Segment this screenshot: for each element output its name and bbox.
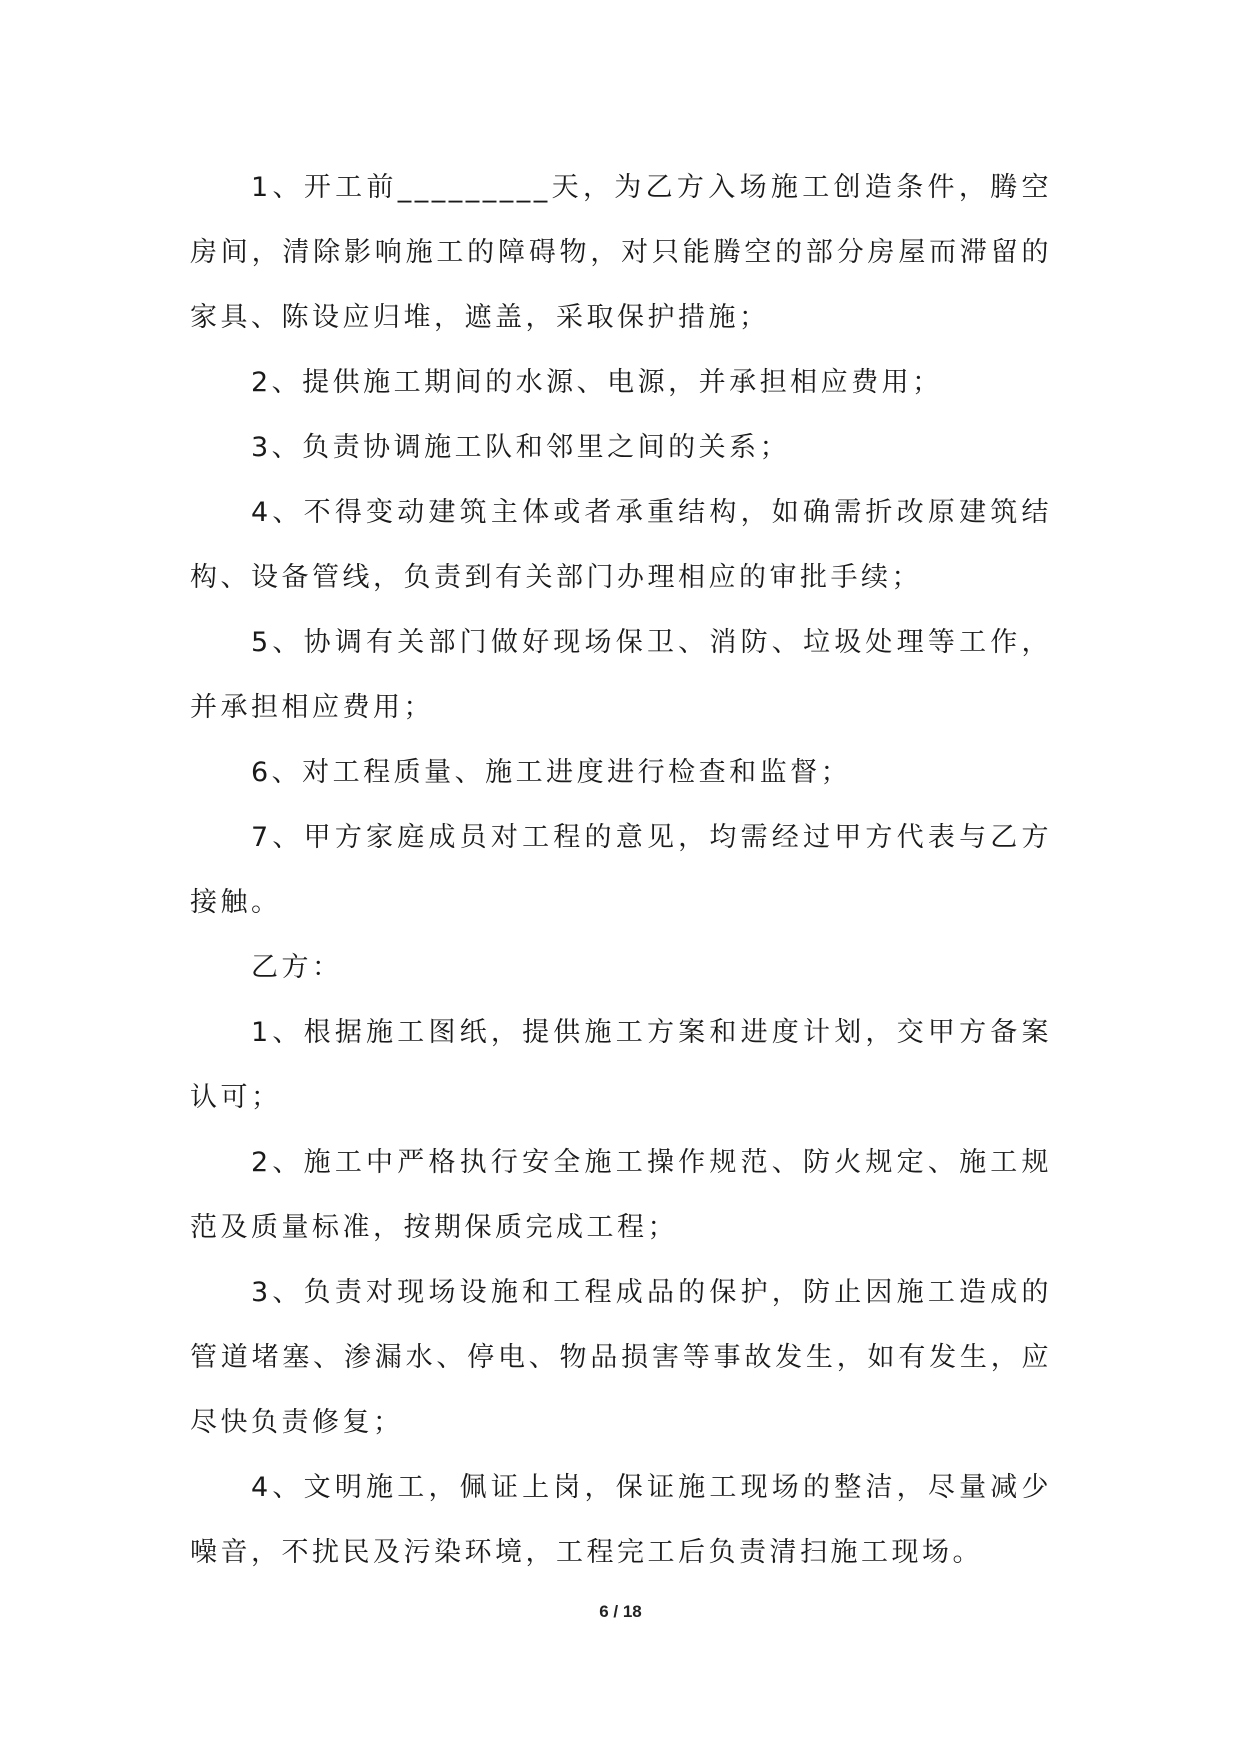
paragraph: 2、施工中严格执行安全施工操作规范、防火规定、施工规范及质量标准，按期保质完成工程； bbox=[190, 1147, 1052, 1243]
paragraph: 1、根据施工图纸，提供施工方案和进度计划，交甲方备案认可； bbox=[190, 1017, 1052, 1113]
paragraph: 3、负责协调施工队和邻里之间的关系； bbox=[251, 432, 791, 463]
paragraph: 7、甲方家庭成员对工程的意见，均需经过甲方代表与乙方接触。 bbox=[190, 822, 1052, 918]
paragraph: 4、不得变动建筑主体或者承重结构，如确需折改原建筑结构、设备管线，负责到有关部门办理相应的审批手续； bbox=[190, 497, 1052, 593]
paragraph: 2、提供施工期间的水源、电源，并承担相应费用； bbox=[251, 367, 943, 398]
paragraph: 3、负责对现场设施和工程成品的保护，防止因施工造成的管道堵塞、渗漏水、停电、物品损害等事故发生，如有发生，应尽快负责修复； bbox=[190, 1277, 1052, 1438]
paragraph: 6、对工程质量、施工进度进行检查和监督； bbox=[251, 757, 852, 788]
section-heading: 乙方： bbox=[251, 952, 343, 983]
document-body bbox=[190, 155, 1052, 1585]
paragraph: 4、文明施工，佩证上岗，保证施工现场的整洁，尽量减少噪音，不扰民及污染环境，工程完工后负责清扫施工现场。 bbox=[190, 1472, 1052, 1568]
paragraph: 1、开工前_________天，为乙方入场施工创造条件，腾空房间，清除影响施工的障碍物，对只能腾空的部分房屋而滞留的家具、陈设应归堆，遮盖，采取保护措施； bbox=[190, 172, 1052, 333]
paragraph: 5、协调有关部门做好现场保卫、消防、垃圾处理等工作，并承担相应费用； bbox=[190, 627, 1052, 723]
page-number: 6 / 18 bbox=[599, 1602, 642, 1621]
